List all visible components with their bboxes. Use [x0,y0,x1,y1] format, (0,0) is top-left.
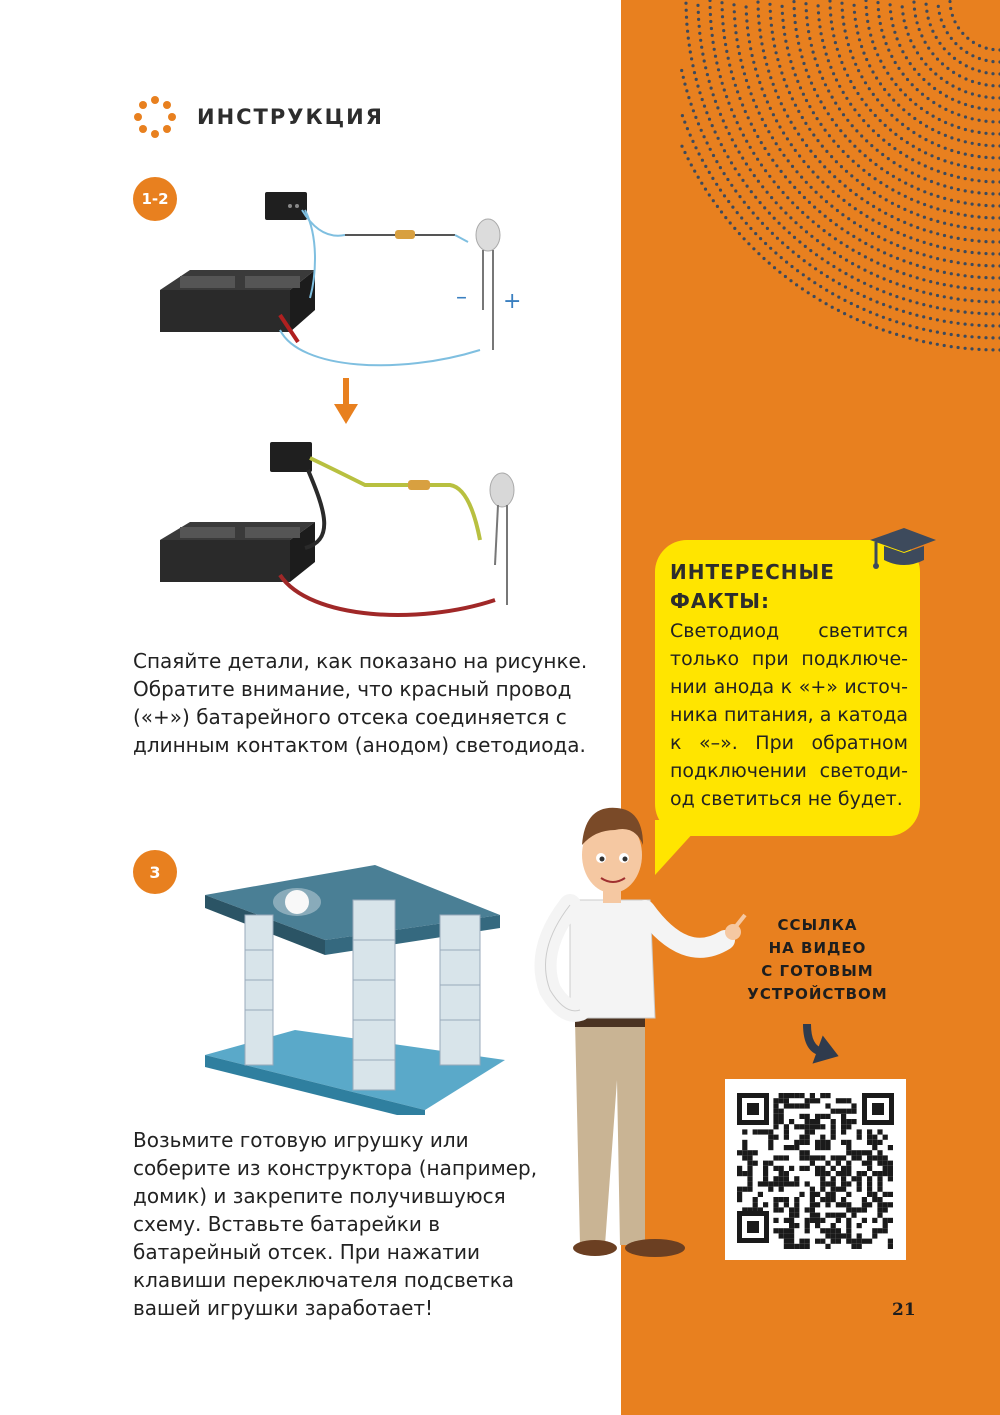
step-1-2-text: Спаяйте детали, как показано на рисунке. Обратите внимание, что красный провод («+») батарейного отсека соединяется с длинным контактом (анодом) светодиода. [133,649,588,757]
step-badge-1-2: 1-2 [133,177,177,221]
step-badge-3: 3 [133,850,177,894]
circuit-diagram-thin-wires [150,180,530,380]
arrow-down-icon [332,378,360,428]
qr-code[interactable] [725,1079,906,1260]
page-number: 21 [892,1300,916,1320]
page-title: ИНСТРУКЦИЯ [197,105,384,129]
interesting-facts-box [655,540,920,836]
plus-label: + [503,289,522,314]
dotted-circle-icon [133,95,177,139]
curved-arrow-down-icon [801,1020,843,1076]
qr-code-image [725,1079,906,1260]
facts-text: Светодиод светится только при подключе-нии анода к «+» источ-ника питания, а катода к «–». При обратном подключении светоди-од светиться не будет. [670,620,908,810]
minus-label: – [456,285,467,310]
toy-house-illustration [205,860,505,1115]
circuit-diagram-soldered-wires [150,430,530,630]
graduation-cap-icon [868,526,938,574]
section-header [133,97,384,137]
video-link-label: ССЫЛКА НА ВИДЕО С ГОТОВЫМ УСТРОЙСТВОМ [747,916,888,1003]
step-3-text: Возьмите готовую игрушку или соберите из конструктора (например, домик) и закрепите получившуюся схему. Вставьте батарейки в батарейный отсек. При нажатии клавиши переключателя подсветка вашей игрушки заработает! [133,1128,538,1320]
facts-title: ИНТЕРЕСНЫЕ ФАКТЫ: [670,560,835,613]
